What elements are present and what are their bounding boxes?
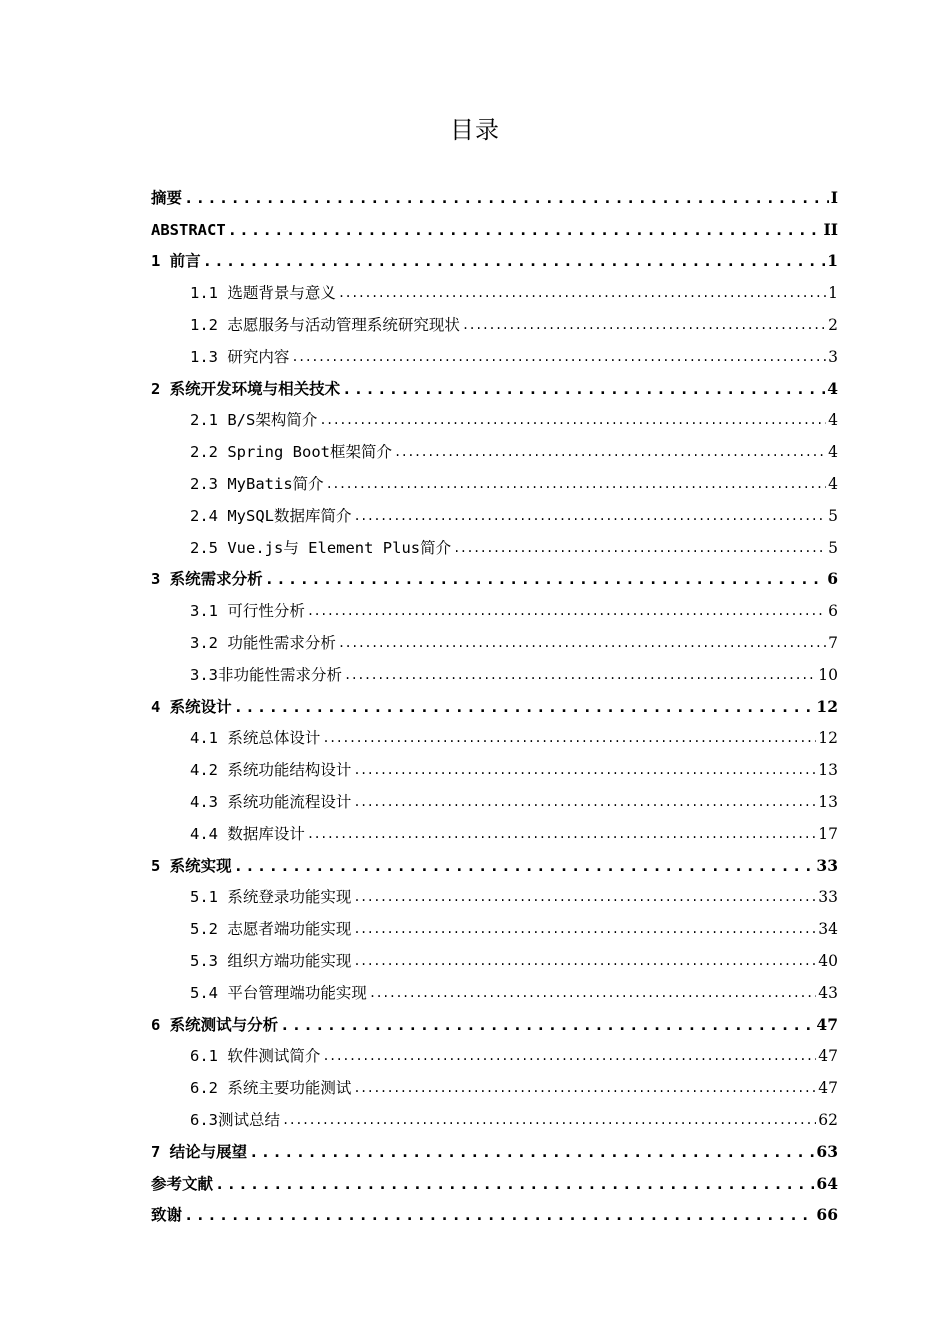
toc-entry-label: 2.1 B/S架构简介 <box>190 411 318 430</box>
dot-leader <box>326 475 826 493</box>
toc-entry-label: 2.3 MyBatis简介 <box>190 474 324 493</box>
toc-section-entry[interactable] <box>151 752 838 784</box>
toc-section-entry[interactable] <box>151 721 838 753</box>
dot-leader <box>228 221 822 239</box>
toc-entry-page-number: 40 <box>818 951 838 970</box>
toc-entry-label: 4 系统设计 <box>151 697 232 716</box>
dot-leader <box>354 507 827 525</box>
toc-entry-page-number: 1 <box>828 284 838 303</box>
toc-entry-label: 2.4 MySQL数据库简介 <box>190 506 352 525</box>
toc-chapter-entry[interactable] <box>151 371 838 403</box>
toc-section-entry[interactable] <box>151 784 838 816</box>
toc-entry-label: 3.1 可行性分析 <box>190 602 305 621</box>
toc-entry-label: 5 系统实现 <box>151 856 232 875</box>
toc-entry-page-number: 6 <box>828 602 838 621</box>
toc-section-entry[interactable] <box>151 657 838 689</box>
toc-section-entry[interactable] <box>151 403 838 435</box>
toc-chapter-entry[interactable] <box>151 689 838 721</box>
toc-chapter-entry[interactable] <box>151 562 838 594</box>
toc-entry-label: 4.2 系统功能结构设计 <box>190 761 352 780</box>
dot-leader <box>203 252 826 270</box>
toc-entry-label: 1.3 研究内容 <box>190 347 290 366</box>
toc-entry-label: 2.2 Spring Boot框架简介 <box>190 443 392 462</box>
dot-leader <box>353 1079 816 1097</box>
dot-leader <box>234 857 815 875</box>
toc-entry-label: 参考文献 <box>151 1174 214 1193</box>
toc-section-entry[interactable] <box>151 816 838 848</box>
toc-section-entry[interactable] <box>151 339 838 371</box>
toc-entry-page-number: 66 <box>816 1205 838 1225</box>
toc-entry-page-number: 43 <box>818 983 838 1002</box>
toc-section-entry[interactable] <box>151 530 838 562</box>
toc-entry-label: 2 系统开发环境与相关技术 <box>151 379 341 398</box>
toc-entry-page-number: 5 <box>828 538 838 557</box>
toc-chapter-entry[interactable] <box>151 212 838 244</box>
toc-chapter-entry[interactable] <box>151 1198 838 1230</box>
toc-entry-label: 4.4 数据库设计 <box>190 824 305 843</box>
toc-entry-label: 5.1 系统登录功能实现 <box>190 888 352 907</box>
toc-section-entry[interactable] <box>151 593 838 625</box>
dot-leader <box>338 634 826 652</box>
toc-section-entry[interactable] <box>151 498 838 530</box>
toc-section-entry[interactable] <box>151 943 838 975</box>
toc-entry-label: 4.1 系统总体设计 <box>190 729 321 748</box>
toc-entry-page-number: 47 <box>818 1079 838 1098</box>
dot-leader <box>353 761 816 779</box>
toc-chapter-entry[interactable] <box>151 1007 838 1039</box>
toc-section-entry[interactable] <box>151 625 838 657</box>
toc-entry-label: 5.2 志愿者端功能实现 <box>190 920 352 939</box>
toc-entry-label: 4.3 系统功能流程设计 <box>190 792 352 811</box>
dot-leader <box>353 952 816 970</box>
dot-leader <box>265 570 826 588</box>
toc-entry-label: 6 系统测试与分析 <box>151 1015 279 1034</box>
toc-entry-page-number: 10 <box>818 665 838 684</box>
toc-entry-label: 1 前言 <box>151 252 201 271</box>
toc-entry-page-number: 4 <box>827 378 838 398</box>
toc-section-entry[interactable] <box>151 434 838 466</box>
toc-entry-page-number: 1 <box>827 251 838 271</box>
toc-entry-page-number: II <box>823 219 838 239</box>
dot-leader <box>307 825 816 843</box>
toc-chapter-entry[interactable] <box>151 848 838 880</box>
toc-section-entry[interactable] <box>151 466 838 498</box>
toc-entry-page-number: 64 <box>816 1173 838 1193</box>
dot-leader <box>280 1016 814 1034</box>
toc-section-entry[interactable] <box>151 975 838 1007</box>
dot-leader <box>342 380 825 398</box>
toc-entry-label: 1.1 选题背景与意义 <box>190 284 336 303</box>
toc-entry-label: 6.3测试总结 <box>190 1110 280 1129</box>
table-of-contents <box>151 180 838 1229</box>
dot-leader <box>319 411 826 429</box>
toc-entry-label: 1.2 志愿服务与活动管理系统研究现状 <box>190 315 460 334</box>
dot-leader <box>249 1143 814 1161</box>
toc-entry-page-number: 13 <box>818 761 838 780</box>
toc-entry-label: 2.5 Vue.js与 Element Plus简介 <box>190 538 452 557</box>
toc-chapter-entry[interactable] <box>151 180 838 212</box>
toc-entry-page-number: 2 <box>828 315 838 334</box>
toc-entry-page-number: 3 <box>828 347 838 366</box>
toc-entry-label: 摘要 <box>151 188 183 207</box>
toc-title: 目录 <box>450 116 500 144</box>
toc-entry-page-number: 47 <box>816 1014 838 1034</box>
toc-section-entry[interactable] <box>151 1070 838 1102</box>
toc-entry-page-number: 33 <box>818 888 838 907</box>
toc-section-entry[interactable] <box>151 880 838 912</box>
dot-leader <box>322 729 816 747</box>
toc-entry-page-number: 63 <box>816 1141 838 1161</box>
dot-leader <box>338 284 826 302</box>
toc-entry-page-number: 4 <box>828 474 838 493</box>
toc-section-entry[interactable] <box>151 275 838 307</box>
toc-entry-page-number: 33 <box>816 855 838 875</box>
toc-entry-page-number: 4 <box>828 411 838 430</box>
dot-leader <box>307 602 826 620</box>
toc-entry-page-number: 17 <box>818 824 838 843</box>
dot-leader <box>234 698 815 716</box>
dot-leader <box>184 189 829 207</box>
dot-leader <box>353 793 816 811</box>
toc-section-entry[interactable] <box>151 1102 838 1134</box>
dot-leader <box>369 984 816 1002</box>
toc-entry-label: 6.2 系统主要功能测试 <box>190 1079 352 1098</box>
toc-entry-page-number: 4 <box>828 443 838 462</box>
dot-leader <box>282 1111 816 1129</box>
toc-entry-page-number: 6 <box>827 569 838 589</box>
toc-entry-page-number: I <box>830 187 838 207</box>
dot-leader <box>344 666 816 684</box>
toc-chapter-entry[interactable] <box>151 244 838 276</box>
toc-entry-label: ABSTRACT <box>151 220 226 239</box>
toc-entry-page-number: 7 <box>828 633 838 652</box>
dot-leader <box>322 1047 816 1065</box>
toc-entry-label: 6.1 软件测试简介 <box>190 1047 321 1066</box>
toc-entry-page-number: 34 <box>818 920 838 939</box>
toc-entry-page-number: 5 <box>828 506 838 525</box>
toc-entry-page-number: 62 <box>818 1110 838 1129</box>
toc-chapter-entry[interactable] <box>151 1134 838 1166</box>
toc-entry-page-number: 47 <box>818 1047 838 1066</box>
toc-entry-label: 3.3非功能性需求分析 <box>190 665 342 684</box>
dot-leader <box>215 1175 814 1193</box>
toc-entry-page-number: 13 <box>818 792 838 811</box>
toc-entry-label: 5.4 平台管理端功能实现 <box>190 983 367 1002</box>
toc-entry-label: 3.2 功能性需求分析 <box>190 633 336 652</box>
dot-leader <box>184 1206 814 1224</box>
toc-entry-label: 3 系统需求分析 <box>151 570 263 589</box>
dot-leader <box>462 316 826 334</box>
dot-leader <box>353 888 816 906</box>
toc-section-entry[interactable] <box>151 1039 838 1071</box>
toc-chapter-entry[interactable] <box>151 1166 838 1198</box>
toc-section-entry[interactable] <box>151 307 838 339</box>
dot-leader <box>394 443 826 461</box>
dot-leader <box>291 348 826 366</box>
toc-entry-label: 7 结论与展望 <box>151 1142 248 1161</box>
dot-leader <box>453 539 826 557</box>
toc-entry-page-number: 12 <box>816 696 838 716</box>
toc-entry-label: 5.3 组织方端功能实现 <box>190 951 352 970</box>
toc-entry-page-number: 12 <box>818 729 838 748</box>
dot-leader <box>353 920 816 938</box>
toc-section-entry[interactable] <box>151 911 838 943</box>
toc-entry-label: 致谢 <box>151 1206 183 1225</box>
